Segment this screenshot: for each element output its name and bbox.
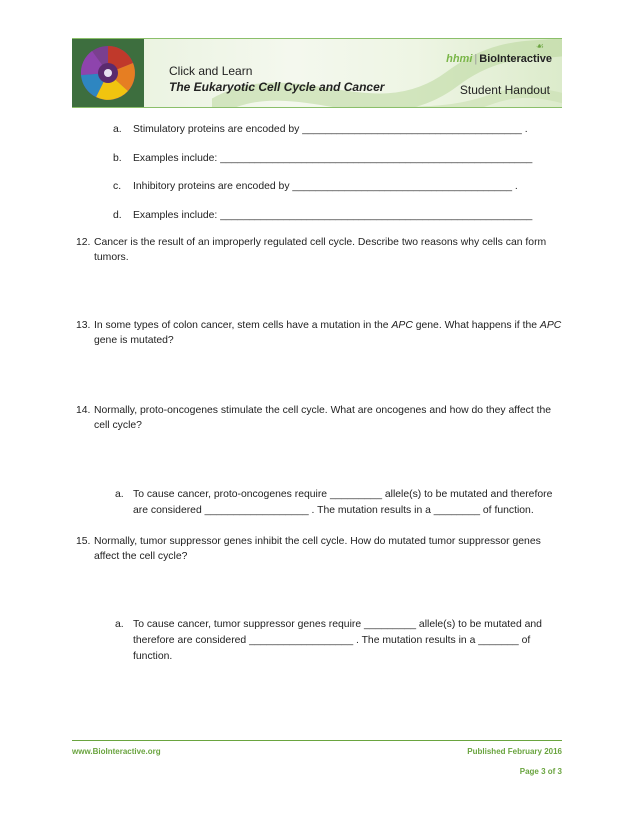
question-15-line2: affect the cell cycle? <box>94 551 188 562</box>
question-13-text-c: gene. What happens if the <box>412 320 540 331</box>
question-12-line2: tumors. <box>94 252 129 263</box>
question-11d: Examples include: ______________________________________________________ <box>133 210 533 221</box>
question-15-line1: Normally, tumor suppressor genes inhibit the cell cycle. How do mutated tumor suppressor genes <box>94 536 541 547</box>
footer-url[interactable]: www.BioInteractive.org <box>72 747 161 756</box>
item-label: a. <box>115 489 124 500</box>
question-number: 15. <box>76 536 91 547</box>
brand-logo: hhmi | BioInteractive <box>446 53 552 65</box>
question-14-line2: cell cycle? <box>94 420 142 431</box>
item-label: a. <box>115 619 124 630</box>
handout-label: Student Handout <box>459 83 550 97</box>
question-15a-line1: To cause cancer, tumor suppressor genes require _________ allele(s) to be mutated and <box>133 619 542 630</box>
header-banner <box>72 38 562 108</box>
question-13-line2: gene is mutated? <box>94 335 174 346</box>
question-12-line1: Cancer is the result of an improperly regulated cell cycle. Describe two reasons why cells can form <box>94 237 547 248</box>
brand-leaf-icon: ☙ <box>535 41 544 51</box>
question-11a: Stimulatory proteins are encoded by ______________________________________ . <box>133 124 528 135</box>
question-number: 12. <box>76 237 91 248</box>
question-11b: Examples include: ______________________________________________________ <box>133 153 533 164</box>
gene-name-apc: APC <box>539 320 562 331</box>
item-label: c. <box>113 181 122 192</box>
question-11c: Inhibitory proteins are encoded by ______________________________________ . <box>133 181 518 192</box>
gene-name-apc: APC <box>391 320 413 331</box>
question-13-line1 <box>94 320 561 331</box>
question-14a-line1: To cause cancer, proto-oncogenes require _________ allele(s) to be mutated and therefore <box>133 489 553 500</box>
brand-hhmi: hhmi <box>446 53 473 65</box>
cell-cycle-logo <box>72 39 144 107</box>
brand-name: BioInteractive <box>479 53 552 65</box>
question-14-line1: Normally, proto-oncogenes stimulate the cell cycle. What are oncogenes and how do they affect the <box>94 405 552 416</box>
question-number: 13. <box>76 320 91 331</box>
header-title-line2: The Eukaryotic Cell Cycle and Cancer <box>169 80 385 94</box>
item-label: a. <box>113 124 122 135</box>
item-label: b. <box>113 153 122 164</box>
decorative-swirl <box>212 38 562 108</box>
question-13-text-a: In some types of colon cancer, stem cells have a mutation in the <box>94 320 392 331</box>
item-label: d. <box>113 210 122 221</box>
question-number: 14. <box>76 405 91 416</box>
footer-divider <box>72 740 562 741</box>
question-15a-line2: therefore are considered __________________ . The mutation results in a _______ of <box>133 635 531 646</box>
page-number: Page 3 of 3 <box>519 767 562 776</box>
header-title-line1: Click and Learn <box>169 64 253 78</box>
question-15a-line3: function. <box>133 651 173 662</box>
footer-published-date: Published February 2016 <box>467 747 562 756</box>
question-14a-line2: are considered __________________ . The mutation results in a ________ of function. <box>133 505 534 516</box>
